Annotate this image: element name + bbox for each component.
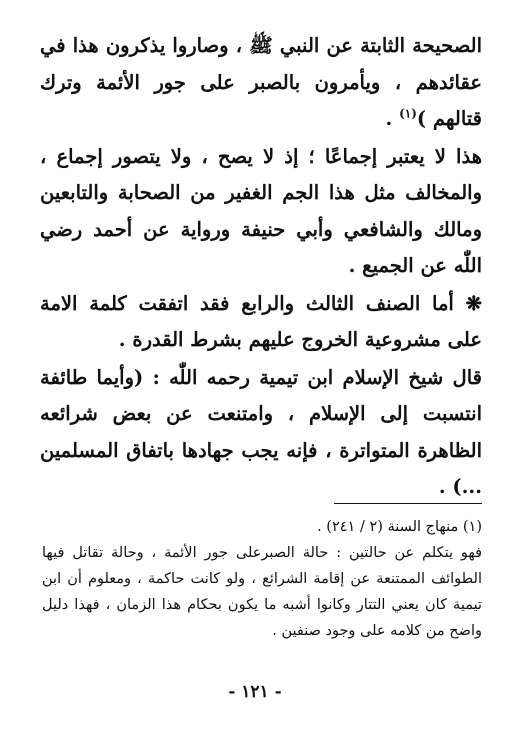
main-text: [40, 28, 482, 506]
page-number: - ١٢١ -: [228, 682, 282, 702]
footnotes: [42, 514, 482, 644]
paragraph-1-end: .: [385, 107, 400, 130]
footnote-reference: (١): [399, 106, 417, 121]
footnote-divider: [334, 503, 482, 504]
footnote-commentary: فهو يتكلم عن حالتين : حالة الصبرعلى جور الأئمة ، وحالة تقاتل فيها الطوائف الممتنعة عن إقامة الشرائع ، ولو كانت حاكمة ، ومعلوم أن ابن تيمية كان يعني التتار وكانوا أشبه ما يكون بحكام هذا الزمان ، فهذا دليل واضح من كلامه على وجود صنفين .: [42, 545, 482, 639]
paragraph-4: قال شيخ الإسلام ابن تيمية رحمه اللّٰه : (وأيما طائفة انتسبت إلى الإسلام ، وامتنعت عن بعض شرائعه الظاهرة المتواترة ، فإنه يجب جهادها باتفاق المسلمين ...) .: [40, 365, 482, 498]
paragraph-1-text: الصحيحة الثابتة عن النبي ﷺ ، وصاروا يذكرون هذا في عقائدهم ، ويأمرون بالصبر على جور الأئمة وترك قتالهم ): [40, 34, 482, 130]
paragraph-3: ❋ أما الصنف الثالث والرابع فقد اتفقت كلمة الامة على مشروعية الخروج عليهم بشرط القدرة .: [40, 291, 482, 351]
paragraph-1: [40, 28, 482, 138]
paragraph-2: هذا لا يعتبر إجماعًا ؛ إذ لا يصح ، ولا يتصور إجماع ، والمخالف مثل هذا الجم الغفير من الصحابة والتابعين ومالك والشافعي وأبي حنيفة ورواية عن أحمد رضي اللّٰه عن الجميع .: [40, 144, 482, 277]
footnote-source: (١) منهاج السنة (٢ / ٢٤١) .: [317, 519, 482, 535]
